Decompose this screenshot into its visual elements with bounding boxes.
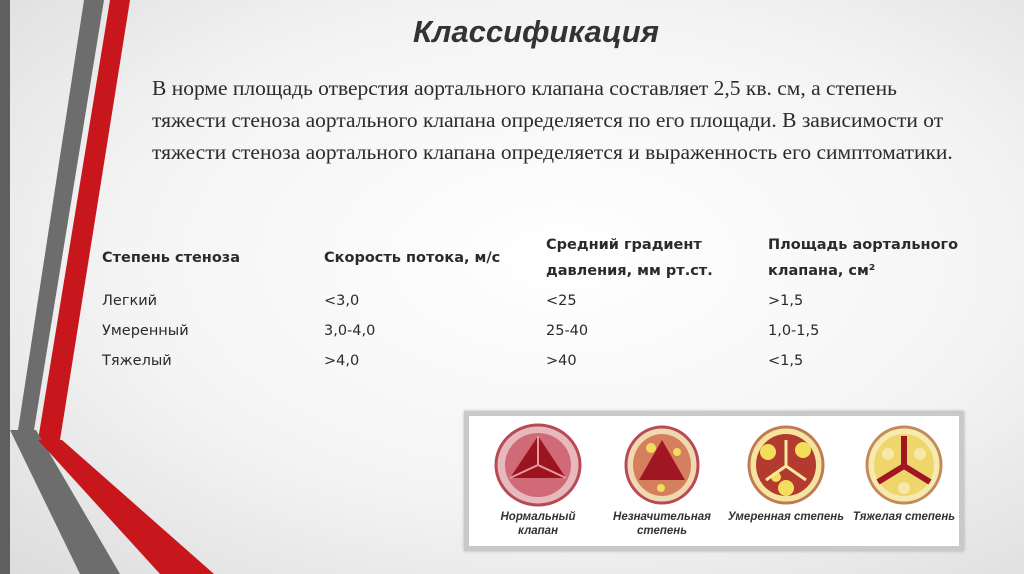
mild-valve-image: [623, 422, 701, 508]
valve-caption: Тяжелая степень: [852, 511, 956, 523]
valve-caption: Умеренная степень: [727, 511, 845, 523]
cell-gradient: 25-40: [546, 323, 589, 339]
valve-severe: [845, 422, 963, 524]
header-gradient: Средний градиент давления, мм рт.ст.: [546, 237, 713, 279]
severe-valve-image: [864, 422, 944, 508]
cell-gradient: <25: [546, 293, 577, 309]
table-row: [92, 346, 998, 376]
header-area: Площадь аортального клапана, см²: [768, 237, 959, 279]
intro-paragraph: В норме площадь отверстия аортального клапана составляет 2,5 кв. см, а степень тяжести стеноза аортального клапана определяется по его площади. В зависимости от тяжести стеноза аортального клапана определяется и выраженность его симптоматики.: [152, 76, 953, 164]
cell-gradient: >40: [546, 353, 577, 369]
cell-area: 1,0-1,5: [768, 323, 820, 339]
normal-valve-image: [493, 422, 583, 508]
severity-table: [92, 230, 998, 376]
cell-velocity: >4,0: [324, 353, 360, 369]
cell-area: <1,5: [768, 353, 804, 369]
cell-severity: Легкий: [102, 293, 158, 309]
valve-illustration: [464, 411, 964, 551]
valve-caption: Нормальный клапан: [500, 511, 576, 537]
table-row: [92, 286, 998, 316]
cell-velocity: 3,0-4,0: [324, 323, 376, 339]
moderate-valve-image: [746, 422, 826, 508]
slide-title: Классификация: [413, 14, 659, 49]
header-velocity: Скорость потока, м/с: [324, 250, 501, 266]
valve-moderate: [727, 422, 845, 524]
cell-severity: Тяжелый: [102, 353, 172, 369]
valve-caption: Незначительная степень: [613, 511, 711, 537]
valve-mild: [603, 422, 721, 538]
cell-area: >1,5: [768, 293, 804, 309]
table-row: [92, 316, 998, 346]
cell-severity: Умеренный: [102, 323, 189, 339]
valve-normal: [479, 422, 597, 538]
grey-stripe-left: [0, 0, 10, 574]
cell-velocity: <3,0: [324, 293, 360, 309]
header-severity: Степень стеноза: [102, 250, 240, 266]
table-header-row: [92, 230, 998, 286]
